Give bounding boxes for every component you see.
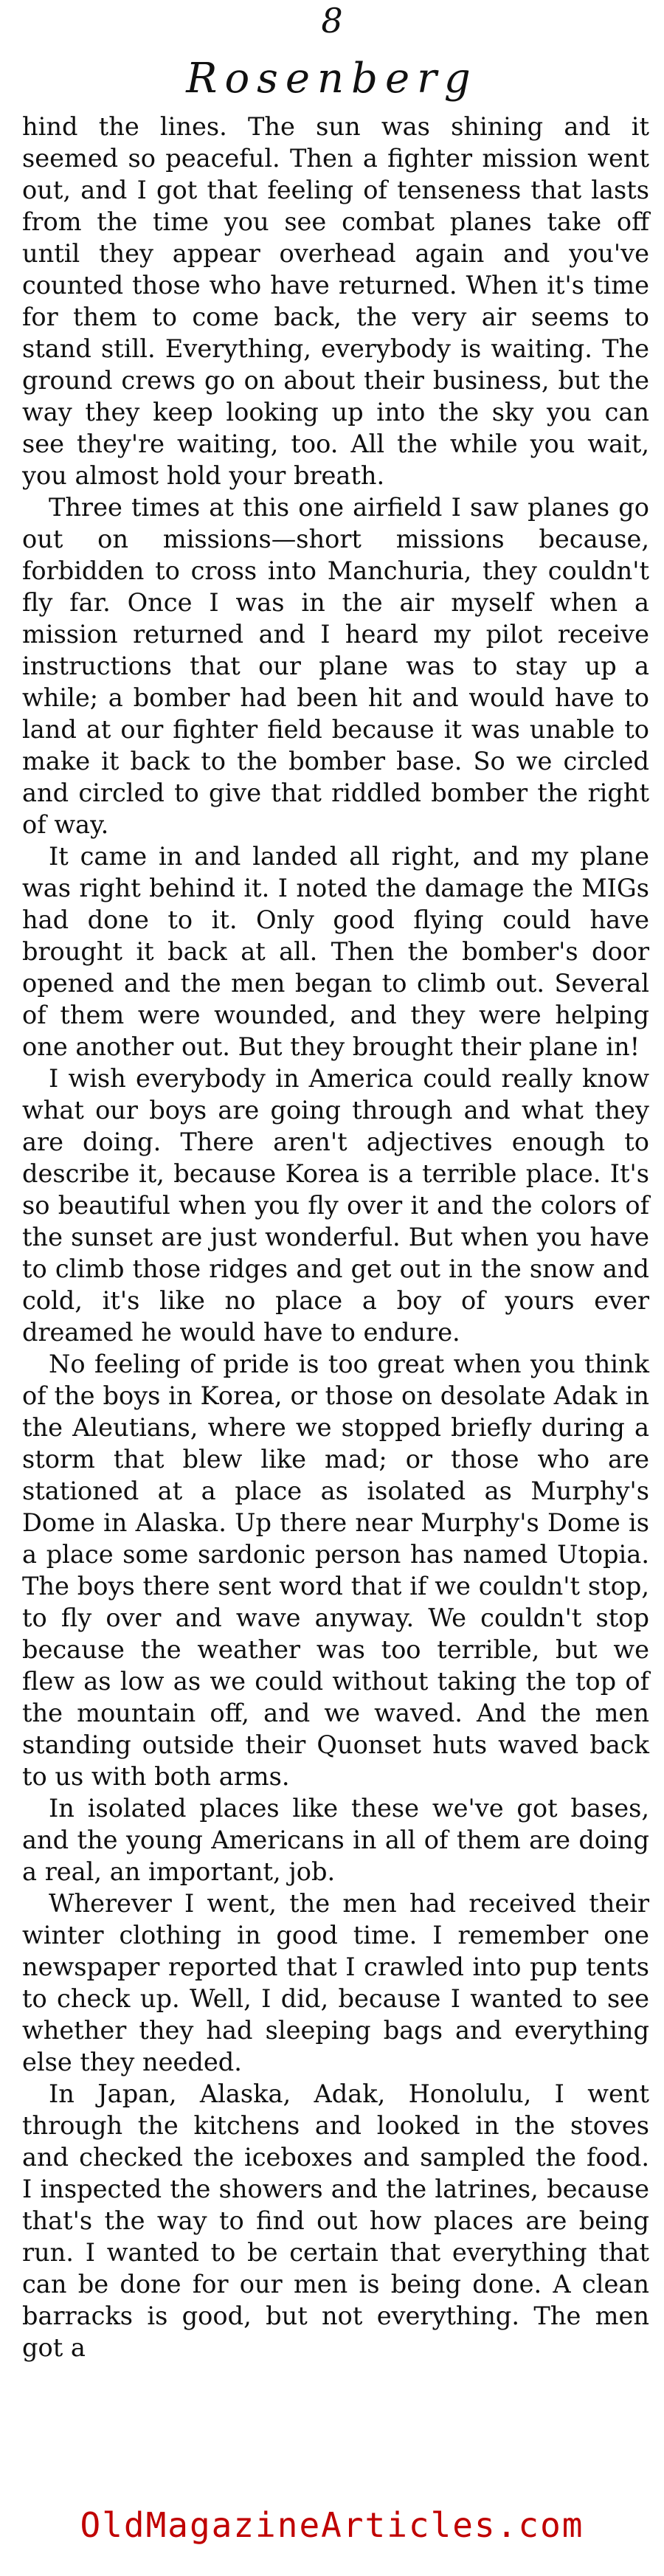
paragraph: Wherever I went, the men had received their winter clothing in good time. I remember one newspaper reported that I crawled into pup tents to check up. Well, I did, because I wanted to see whether they had sleeping bags and everything else they needed. <box>22 1889 649 2076</box>
paragraph: In isolated places like these we've got bases, and the young Americans in all of them are doing a real, an important, job. <box>22 1794 649 1886</box>
paragraph: It came in and landed all right, and my plane was right behind it. I noted the damage the MIGs had done to it. Only good flying could have brought it back at all. Then the bomber's door opened and the men began to climb out. Several of them were wounded, and they were helping one another out. But they brought their plane in! <box>22 842 649 1061</box>
article-body <box>22 111 649 2363</box>
paragraph: Three times at this one airfield I saw planes go out on missions—short missions because, forbidden to cross into Manchuria, they couldn't fly far. Once I was in the air myself when a mission returned and I heard my pilot receive instructions that our plane was to stay up a while; a bomber had been hit and would have to land at our fighter field because it was unable to make it back to the bomber base. So we circled and circled to give that riddled bomber the right of way. <box>22 493 649 839</box>
paragraph: I wish everybody in America could really know what our boys are going through and what they are doing. There aren't adjectives enough to describe it, because Korea is a terrible place. It's so beautiful when you fly over it and the colors of the sunset are just wonderful. But when you have to climb those ridges and get out in the snow and cold, it's like no place a boy of yours ever dreamed he would have to endure. <box>22 1064 649 1347</box>
running-head: Rosenberg <box>186 55 478 103</box>
site-watermark-link[interactable]: OldMagazineArticles.com <box>80 2505 584 2545</box>
paragraph: hind the lines. The sun was shining and it seemed so peaceful. Then a fighter mission went out, and I got that feeling of tenseness that lasts from the time you see combat planes take off until they appear overhead again and you've counted those who have returned. When it's time for them to come back, the very air seems to stand still. Everything, everybody is waiting. The ground crews go on about their business, but the way they keep looking up into the sky you can see they're waiting, too. All the while you wait, you almost hold your breath. <box>22 112 649 490</box>
page-number: 8 <box>321 1 343 41</box>
paragraph: No feeling of pride is too great when you think of the boys in Korea, or those on desolate Adak in the Aleutians, where we stopped briefly during a storm that blew like mad; or those who are stationed at a place as isolated as Murphy's Dome in Alaska. Up there near Murphy's Dome is a place some sardonic person has named Utopia. The boys there sent word that if we couldn't stop, to fly over and wave anyway. We couldn't stop because the weather was too terrible, but we flew as low as we could without taking the top of the mountain off, and we waved. And the men standing outside their Quonset huts waved back to us with both arms. <box>22 1350 649 1791</box>
paragraph: In Japan, Alaska, Adak, Honolulu, I went through the kitchens and looked in the stoves and checked the iceboxes and sampled the food. I inspected the showers and the latrines, because that's the way to find out how places are being run. I wanted to be certain that everything that can be done for our men is being done. A clean barracks is good, but not everything. The men got a <box>22 2079 649 2362</box>
